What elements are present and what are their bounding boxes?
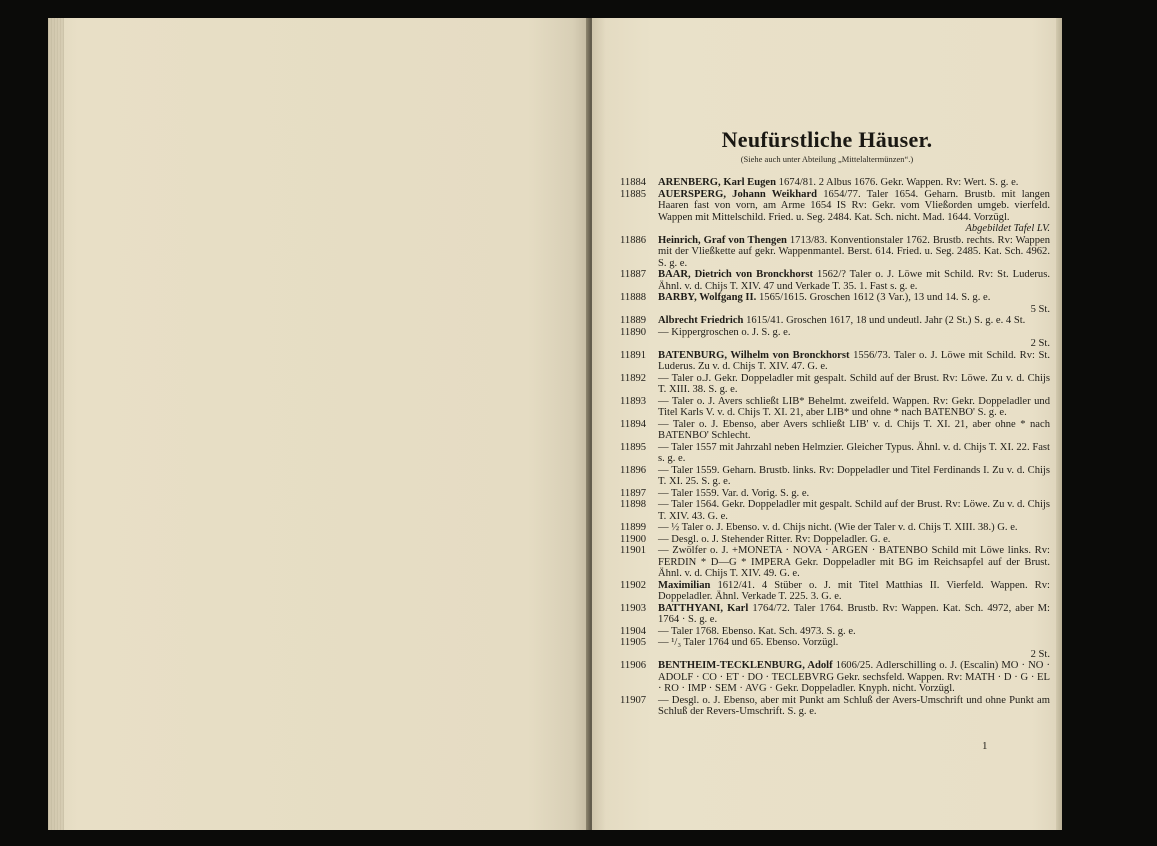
entry-text	[658, 545, 1050, 580]
entry-text	[658, 580, 1050, 603]
catalog-entry	[620, 442, 1050, 465]
entry-number: 11903	[620, 602, 647, 614]
entry-number: 11886	[620, 234, 647, 246]
entry-number: 11895	[620, 441, 647, 453]
entry-text	[658, 442, 1050, 465]
entry-description: — Taler o.J. Gekr. Doppeladler mit gespalt. Schild auf der Brust. Rv: Löwe. Zu v. d. Chijs T. XIII. 38. S. g. e.	[658, 372, 1050, 395]
entry-description: — Taler 1559. Var. d. Vorig. S. g. e.	[658, 487, 810, 499]
entry-number: 11899	[620, 522, 647, 533]
entry-number: 11884	[620, 177, 647, 188]
catalog-entry	[620, 603, 1050, 626]
entry-text	[658, 396, 1050, 419]
entry-description: — Desgl. o. J. Stehender Ritter. Rv: Doppeladler. G. e.	[658, 533, 891, 545]
catalog-entry	[620, 534, 1050, 546]
page-title: Neufürstliche Häuser.	[721, 127, 933, 152]
catalog-entry	[620, 327, 1050, 350]
entry-number: 11892	[620, 372, 647, 384]
entry-name: BENTHEIM-TECKLENBURG, Adolf	[658, 660, 833, 671]
entry-description: — Zwölfer o. J. +MONETA · NOVA · ARGEN · BATENBO Schild mit Löwe links. Rv: FERDIN * D—G * IMPERA Gekr. Doppeladler mit BG im Reichsapfel auf der Brust. Ähnl. v. d. Chijs T. XIV. 49. G. e.	[658, 545, 1050, 579]
entry-quantity: 2 St.	[1030, 338, 1050, 349]
entry-description: — Taler o. J. Avers schließt LIB* Behelmt. zweifeld. Wappen. Rv: Gekr. Doppeladler und Titel Karls V. v. d. Chijs T. XI. 21, aber LIB* und ohne * nach BATENBO' S. g. e.	[658, 395, 1050, 418]
entry-text	[658, 373, 1050, 396]
entry-text	[658, 177, 1050, 189]
entry-description: — Desgl. o. J. Ebenso, aber mit Punkt am Schluß der Avers-Umschrift und ohne Punkt am Schluß der Revers-Umschrift. S. g. e.	[658, 694, 1050, 717]
entry-text	[658, 465, 1050, 488]
plate-reference: Abgebildet Tafel LV.	[965, 223, 1050, 234]
entry-description: 1654/77. Taler 1654. Geharn. Brustb. mit langen Haaren fast von vorn, am Arme 1654 IS Rv: Gekr. vom Vließorden umgeb. vierfeld. Wappen mit Mittelschild. Fried. u. Seg. 2484. Kat. Sch. nicht. Mad. 1644. Vorzügl.	[658, 188, 1050, 223]
entry-name: BARBY, Wolfgang II.	[658, 292, 757, 303]
catalog-entry	[620, 419, 1050, 442]
entry-number: 11897	[620, 487, 647, 499]
entry-number: 11893	[620, 395, 647, 407]
catalog-entry	[620, 189, 1050, 235]
catalog-entry	[620, 373, 1050, 396]
entry-description: 1565/1615. Groschen 1612 (3 Var.), 13 und 14. S. g. e.	[756, 292, 991, 303]
catalog-entry	[620, 292, 1050, 315]
entry-description: — Taler 1768. Ebenso. Kat. Sch. 4973. S. g. e.	[658, 625, 856, 637]
entry-name: ARENBERG, Karl Eugen	[658, 177, 777, 188]
entry-number: 11896	[620, 464, 647, 476]
entry-name: BAAR, Dietrich von Bronckhorst	[658, 269, 814, 280]
entry-text	[658, 488, 1050, 500]
catalog-entry	[620, 396, 1050, 419]
entry-name: Maximilian	[658, 579, 711, 591]
entry-number: 11906	[620, 660, 647, 671]
entry-description: — Kippergroschen o. J. S. g. e.	[658, 326, 791, 338]
catalog-entry	[620, 580, 1050, 603]
entry-number: 11901	[620, 545, 647, 556]
entry-number: 11888	[620, 292, 647, 303]
entry-text	[658, 235, 1050, 270]
entry-text	[658, 499, 1050, 522]
entry-number: 11907	[620, 694, 647, 706]
entry-number: 11887	[620, 269, 647, 280]
entry-number: 11900	[620, 533, 647, 545]
entry-name: Albrecht Friedrich	[658, 315, 744, 326]
page-edge	[48, 18, 64, 830]
entry-number: 11894	[620, 418, 647, 430]
entry-description: 1615/41. Groschen 1617, 18 und undeutl. Jahr (2 St.) S. g. e. 4 St.	[743, 315, 1026, 326]
catalog-entries	[620, 177, 1050, 718]
entry-description: — ½ Taler o. J. Ebenso. v. d. Chijs nicht. (Wie der Taler v. d. Chijs T. XIII. 38.) G. e.	[658, 522, 1018, 533]
entry-description: 1556/73. Taler o. J. Löwe mit Schild. Rv: St. Luderus. Zu v. d. Chijs T. XIV. 47. G. e.	[658, 349, 1050, 372]
entry-description: — ¹/₃ Taler 1764 und 65. Ebenso. Vorzügl.	[658, 637, 839, 648]
catalog-entry	[620, 545, 1050, 580]
entry-number: 11889	[620, 315, 647, 326]
catalog-entry	[620, 465, 1050, 488]
catalog-entry	[620, 235, 1050, 270]
entry-text	[658, 315, 1050, 327]
entry-description: 1674/81. 2 Albus 1676. Gekr. Wappen. Rv: Wert. S. g. e.	[776, 177, 1019, 188]
catalog-entry	[620, 350, 1050, 373]
catalog-entry	[620, 315, 1050, 327]
entry-description: 1713/83. Konventionstaler 1762. Brustb. rechts. Rv: Wappen mit der Vließkette auf gekr. Wappenmantel. Berst. 614. Fried. u. Seg. 2485. Kat. Sch. 4962. S. g. e.	[658, 234, 1050, 269]
catalog-entry	[620, 269, 1050, 292]
catalog-entry	[620, 660, 1050, 695]
entry-text	[658, 660, 1050, 695]
entry-text	[658, 695, 1050, 718]
catalog-entry	[620, 522, 1050, 534]
entry-text	[658, 327, 1050, 350]
entry-description: — Taler 1564. Gekr. Doppeladler mit gespalt. Schild auf der Brust. Rv: Löwe. Zu v. d. Chijs T. XIV. 43. G. e.	[658, 499, 1050, 522]
entry-text	[658, 522, 1050, 534]
entry-description: 1562/? Taler o. J. Löwe mit Schild. Rv: St. Luderus. Ähnl. v. d. Chijs T. XIV. 47 und Verkade T. 35. 1. Fast s. g. e.	[658, 269, 1051, 292]
entry-text	[658, 189, 1050, 235]
catalog-entry	[620, 499, 1050, 522]
entry-description: — Taler 1559. Geharn. Brustb. links. Rv: Doppeladler und Titel Ferdinands I. Zu v. d. Chijs T. XI. 25. S. g. e.	[658, 464, 1050, 487]
catalog-entry	[620, 177, 1050, 189]
page-number: 1	[982, 740, 988, 752]
entry-text	[658, 269, 1050, 292]
entry-text	[658, 350, 1050, 373]
entry-name: Heinrich, Graf von Thengen	[658, 234, 787, 246]
catalog-entry	[620, 695, 1050, 718]
catalog-entry	[620, 488, 1050, 500]
entry-number: 11905	[620, 637, 647, 648]
entry-number: 11885	[620, 188, 647, 200]
entry-text	[658, 419, 1050, 442]
entry-number: 11898	[620, 499, 647, 510]
entry-description: — Taler 1557 mit Jahrzahl neben Helmzier. Gleicher Typus. Ähnl. v. d. Chijs T. XI. 22. Fast s. g. e.	[658, 441, 1050, 464]
entry-name: BATTHYANI, Karl	[658, 602, 749, 614]
entry-text	[658, 637, 1050, 660]
entry-text	[658, 534, 1050, 546]
entry-text	[658, 626, 1050, 638]
entry-quantity: 2 St.	[1030, 648, 1050, 660]
entry-quantity: 5 St.	[1030, 303, 1050, 315]
entry-text	[658, 603, 1050, 626]
entry-number: 11891	[620, 349, 647, 361]
page-subtitle: (Siehe auch unter Abteilung „Mittelaltermünzen“.)	[740, 154, 914, 164]
left-page	[48, 18, 588, 830]
right-page	[592, 18, 1062, 830]
entry-description: — Taler o. J. Ebenso, aber Avers schließt LIB' v. d. Chijs T. XI. 21, aber ohne * nach BATENBO' Schlecht.	[658, 418, 1050, 441]
catalog-entry	[620, 626, 1050, 638]
entry-description: 1612/41. 4 Stüber o. J. mit Titel Matthias II. Vierfeld. Wappen. Rv: Doppeladler. Ähnl. Verkade T. 225. 3. G. e.	[658, 579, 1050, 602]
entry-description: 1764/72. Taler 1764. Brustb. Rv: Wappen. Kat. Sch. 4972, aber M: 1764 · S. g. e.	[658, 602, 1050, 625]
entry-number: 11904	[620, 625, 647, 637]
entry-name: AUERSPERG, Johann Weikhard	[658, 188, 818, 200]
catalog-entry	[620, 637, 1050, 660]
entry-number: 11902	[620, 579, 647, 591]
entry-text	[658, 292, 1050, 315]
entry-description: 1606/25. Adlerschilling o. J. (Escalin) MO · NO · ADOLF · CO · ET · DO · TECLEBVRG Gekr. sechsfeld. Wappen. Rv: MATH · D · G · EL · RO · IMP · SEM · AVG · Gekr. Doppeladler. Knyph. nicht. Vorzügl.	[658, 660, 1050, 694]
entry-name: BATENBURG, Wilhelm von Bronckhorst	[658, 349, 850, 361]
entry-number: 11890	[620, 326, 647, 338]
